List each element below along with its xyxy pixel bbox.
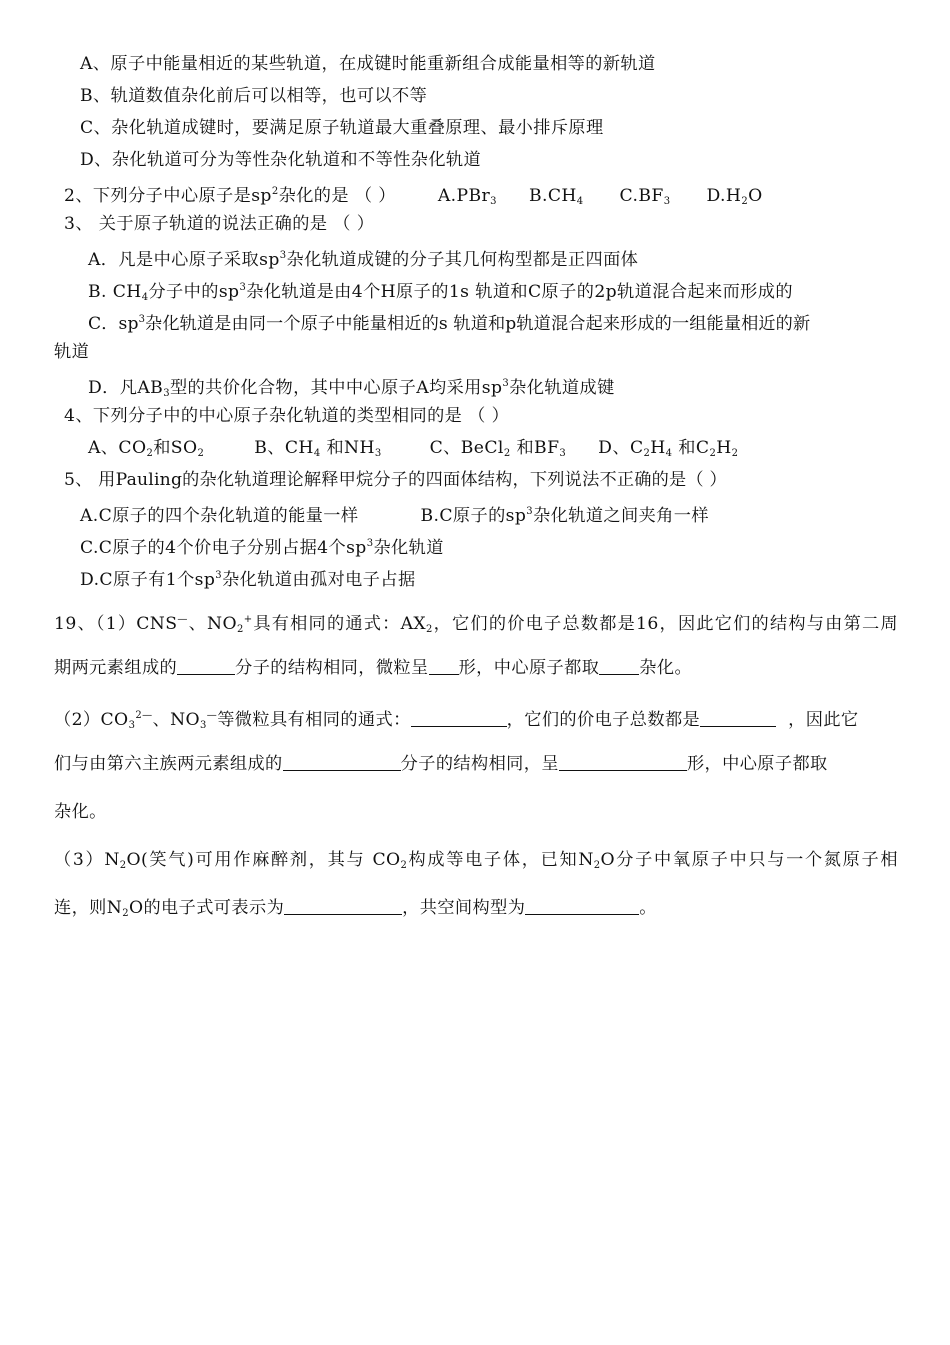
q3-stem: 3、 关于原子轨道的说法正确的是 （ ） (64, 214, 375, 234)
q5-option-b: B.C原子的$sp^3$杂化轨道之间夹角一样 (420, 506, 709, 526)
q19-part2-line3: 杂化。 (54, 802, 107, 822)
q5-option-c: C.C原子的4个价电子分别占据4个$sp^3$杂化轨道 (80, 538, 444, 558)
q4-option-d: D、$C_2H_4$ 和$C_2H_2$ (598, 438, 739, 459)
q3-option-d: D．凡$AB_3$型的共价化合物，其中中心原子A均采用$sp^3$杂化轨道成键 (88, 378, 615, 399)
q4-stem: 4、下列分子中的中心原子杂化轨道的类型相同的是 （ ） (64, 406, 510, 426)
q5-stem: 5、 用Pauling的杂化轨道理论解释甲烷分子的四面体结构，下列说法不正确的是（ ） (64, 470, 727, 490)
q1-option-c: C、杂化轨道成键时，要满足原子轨道最大重叠原理、最小排斥原理 (80, 118, 604, 138)
q5-option-a: A.C原子的四个杂化轨道的能量一样 (80, 506, 359, 526)
q4-option-b: B、$CH_4$ 和$NH_3$ (254, 438, 382, 459)
q4-option-c: C、BeCl$_2$ 和$BF_3$ (429, 438, 567, 459)
answer-blank-electron-formula[interactable] (284, 896, 402, 915)
q19-part3-line1: $(3)N_2O$(笑气)可用作麻醉剂，其与 $CO_2$构成等电子体，已知$N_2O$分子中氧原子中只与一个氮原子相 (54, 850, 898, 871)
q4-options (54, 432, 898, 464)
q1-option-b: B、轨道数值杂化前后可以相等，也可以不等 (80, 86, 428, 106)
q5-option-d: D.C原子有1个$sp^3$杂化轨道由孤对电子占据 (80, 570, 416, 590)
q2-option-d: $D.H_2O$ (706, 186, 763, 207)
answer-blank-electron-count[interactable] (700, 708, 776, 727)
answer-blank-hybridization[interactable] (599, 656, 639, 675)
answer-blank-molecule[interactable] (283, 752, 401, 771)
q19-part2-line2: 们与由第六主族两元素组成的 分子的结构相同，呈 形，中心原子都取 (54, 754, 828, 774)
q3-option-c: C．$sp^3$杂化轨道是由同一个原子中能量相近的s 轨道和p轨道混合起来形成的一组能量相近的新 (88, 314, 811, 334)
q3-option-c-continued: 轨道 (54, 342, 90, 362)
q2-line (54, 176, 898, 208)
q5-options-ab (54, 496, 898, 528)
q2-option-a: A.PBr$_3$ (437, 186, 497, 207)
q19-part3-line2: 连，则$N_2O$的电子式可表示为 ，共空间构型为 。 (54, 898, 657, 919)
q4-option-a: A、$CO_2$和$SO_2$ (88, 438, 205, 459)
q19-part2-line1: $(2)CO_3^{2—}$、$NO_3^—$等微粒具有相同的通式： ，它们的价电子总数都是 ，因此它 (54, 710, 859, 731)
answer-blank-shape[interactable] (429, 656, 459, 675)
q3-option-b: B. $CH_4$分子中的$sp^3$杂化轨道是由4个H原子的1s 轨道和C原子的2p轨道混合起来而形成的 (88, 282, 793, 303)
q2-option-b: $B.CH_4$ (528, 186, 584, 207)
q19-part1-line1: 19、（1）CNS—、$NO_2^+$具有相同的通式：$AX_2$，它们的价电子总数都是16，因此它们的结构与由第二周 (54, 614, 898, 635)
answer-blank-shape[interactable] (559, 752, 687, 771)
answer-blank-formula[interactable] (411, 708, 507, 727)
q1-option-d: D、杂化轨道可分为等性杂化轨道和不等性杂化轨道 (80, 150, 482, 170)
q2-option-c: $C.BF_3$ (619, 186, 671, 207)
q3-option-a: A．凡是中心原子采取$sp^3$杂化轨道成键的分子其几何构型都是正四面体 (88, 250, 639, 270)
answer-blank-geometry[interactable] (525, 896, 639, 915)
q19-part1-line2: 期两元素组成的 分子的结构相同，微粒呈 形，中心原子都取 杂化。 (54, 658, 693, 678)
answer-blank-molecule[interactable] (177, 656, 235, 675)
q2-stem: 2、下列分子中心原子是$sp^2$杂化的是 （ ） (64, 186, 396, 206)
q1-option-a: A、原子中能量相近的某些轨道，在成键时能重新组合成能量相等的新轨道 (80, 54, 656, 74)
